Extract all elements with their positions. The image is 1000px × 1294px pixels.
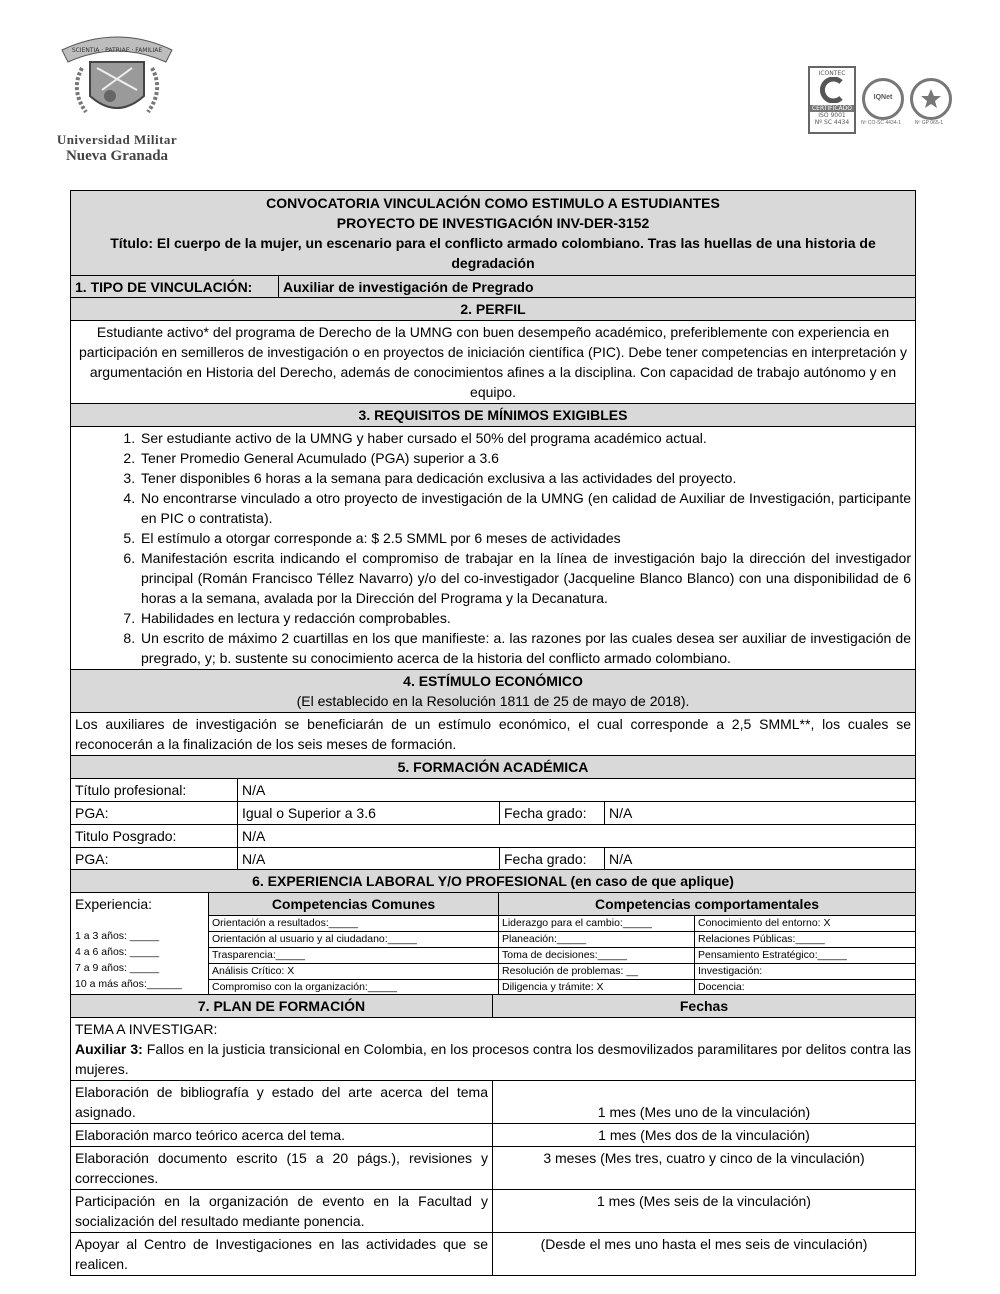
- cert-number-1: Nº SC 4434: [814, 119, 850, 126]
- titulo-posgrado-value: N/A: [238, 824, 916, 847]
- requisito-item: 8. Un escrito de máximo 2 cuartillas en los que manifieste: a. las razones por las cuales desea ser auxiliar de investigación de pregrado, y; b. sustente su conocimiento acerca de la historia del conflicto armado colombiano.: [139, 628, 911, 668]
- vinculacion-label: 1. TIPO DE VINCULACIÓN:: [71, 275, 279, 298]
- vinculacion-value: Auxiliar de investigación de Pregrado: [279, 275, 916, 298]
- competencia-comportamental: Docencia:: [695, 979, 916, 995]
- tema-cell: [71, 1018, 916, 1081]
- plan-date: (Desde el mes uno hasta el mes seis de vinculación): [493, 1233, 916, 1276]
- estimulo-subheading: (El establecido en la Resolución 1811 de 25 de mayo de 2018).: [296, 693, 690, 709]
- vinculacion-table: [70, 275, 916, 299]
- pga1-value: Igual o Superior a 3.6: [238, 801, 500, 824]
- logo-motto: SCIENTIA · PATRIAE · FAMILIAE: [71, 47, 163, 54]
- titulo-profesional-label: Título profesional:: [71, 778, 238, 801]
- auxiliar-tema: [75, 1039, 911, 1079]
- estimulo-heading: 4. ESTÍMULO ECONÓMICO: [403, 673, 583, 689]
- cert-number-3: Nº GP 065-1: [914, 120, 944, 126]
- pga2-label: PGA:: [71, 847, 238, 870]
- auxiliar-label: Auxiliar 3:: [75, 1041, 143, 1057]
- competencia-comportamental: Diligencia y trámite: X: [499, 979, 695, 995]
- requisitos-list: [75, 428, 911, 668]
- plan-date: 3 meses (Mes tres, cuatro y cinco de la vinculación): [493, 1147, 916, 1190]
- pga1-label: PGA:: [71, 801, 238, 824]
- requisito-item: 7. Habilidades en lectura y redacción comprobables.: [139, 608, 911, 628]
- university-crest-icon: [52, 28, 182, 126]
- experiencia-table: [70, 892, 916, 996]
- page-header: [0, 0, 1000, 185]
- range-10-plus: 10 a más años:______: [75, 977, 182, 990]
- competencia-comportamental: Conocimiento del entorno: X: [695, 915, 916, 931]
- competencia-comportamental: Liderazgo para el cambio:_____: [499, 915, 695, 931]
- iqnet-label: IQNet: [873, 94, 893, 101]
- icontec-icon: [817, 77, 847, 103]
- requisito-item: 2. Tener Promedio General Acumulado (PGA) superior a 3.6: [139, 448, 911, 468]
- pga2-value: N/A: [238, 847, 500, 870]
- certification-logos: [808, 66, 958, 136]
- title-block: [71, 191, 916, 276]
- requisitos-heading: 3. REQUISITOS DE MÍNIMOS EXIGIBLES: [71, 404, 916, 427]
- plan-activity: Elaboración marco teórico acerca del tema.: [71, 1124, 493, 1147]
- competencia-comun: Análisis Crítico: X: [209, 963, 499, 979]
- estimulo-heading-cell: [71, 670, 916, 713]
- title-line-1: CONVOCATORIA VINCULACIÓN COMO ESTIMULO A ESTUDIANTES: [266, 195, 720, 211]
- requisito-item: 5. El estímulo a otorgar corresponde a: $ 2.5 SMML por 6 meses de actividades: [139, 528, 911, 548]
- icontec-certificate: [808, 66, 856, 134]
- university-name-line2: Nueva Granada: [65, 148, 169, 164]
- title-table: [70, 190, 916, 276]
- title-line-3: Título: El cuerpo de la mujer, un escenario para el conflicto armado colombiano. Tras las huellas de una historia de degradación: [110, 235, 876, 271]
- iqnet-certificate: [862, 78, 904, 120]
- experiencia-cell: [71, 892, 209, 995]
- certificado-label: CERTIFICADO: [811, 105, 852, 112]
- seal-icon: [919, 87, 943, 111]
- experiencia-heading-table: [70, 869, 916, 893]
- range-4-6: 4 a 6 años: _____: [75, 945, 160, 958]
- range-1-3: 1 a 3 años: _____: [75, 929, 160, 942]
- competencia-comportamental: Resolución de problemas: __: [499, 963, 695, 979]
- icontec-label: ICONTEC: [818, 70, 846, 77]
- plan-date: 1 mes (Mes uno de la vinculación): [493, 1081, 916, 1124]
- requisito-item: 4. No encontrarse vinculado a otro proyecto de investigación de la UMNG (en calidad de Auxiliar de Investigación, participante en PIC o contratista).: [139, 488, 911, 528]
- range-7-9: 7 a 9 años: _____: [75, 961, 160, 974]
- plan-activity: Participación en la organización de evento en la Facultad y socialización del resultado mediante ponencia.: [71, 1190, 493, 1233]
- plan-activity: Elaboración documento escrito (15 a 20 págs.), revisiones y correcciones.: [71, 1147, 493, 1190]
- competencias-comunes-heading: Competencias Comunes: [209, 892, 499, 915]
- plan-date: 1 mes (Mes dos de la vinculación): [493, 1124, 916, 1147]
- requisito-item: 1. Ser estudiante activo de la UMNG y haber cursado el 50% del programa académico actual.: [139, 428, 911, 448]
- competencia-comun: Orientación al usuario y al ciudadano:_____: [209, 931, 499, 947]
- estimulo-text: Los auxiliares de investigación se beneficiarán de un estímulo económico, el cual corresponde a 2,5 SMML**, los cuales se reconocerán a la finalización de los seis meses de formación.: [71, 713, 916, 756]
- auxiliar-text: Fallos en la justicia transicional en Colombia, en los procesos contra los desmovilizados paramilitares por delitos contra las mujeres.: [75, 1041, 911, 1077]
- plan-date: 1 mes (Mes seis de la vinculación): [493, 1190, 916, 1233]
- competencia-comportamental: Relaciones Públicas:_____: [695, 931, 916, 947]
- plan-heading: 7. PLAN DE FORMACIÓN: [71, 995, 493, 1018]
- tema-label: TEMA A INVESTIGAR:: [75, 1021, 218, 1037]
- fecha1-label: Fecha grado:: [500, 801, 605, 824]
- competencia-comun: Orientación a resultados:_____: [209, 915, 499, 931]
- titulo-profesional-value: N/A: [238, 778, 916, 801]
- quality-seal: [910, 78, 952, 120]
- experiencia-heading: 6. EXPERIENCIA LABORAL Y/O PROFESIONAL (en caso de que aplique): [71, 870, 916, 893]
- competencia-comportamental: Pensamiento Estratégico:_____: [695, 947, 916, 963]
- requisito-item: 6. Manifestación escrita indicando el compromiso de trabajar en la línea de investigación bajo la dirección del investigador principal (Román Francisco Téllez Navarro) y/o del co-investigador (Jacqueline Blanco Blanco) con una disponibilidad de 6 horas a la semana, avalada por la Dirección del Programa y la Decanatura.: [139, 548, 911, 608]
- perfil-text: Estudiante activo* del programa de Derecho de la UMNG con buen desempeño académico, preferiblemente con experiencia en participación en semilleros de investigación o en proyectos de iniciación científica (PIC). Debe tener competencias en interpretación y argumentación en Historia del Derecho, además de conocimientos afines a la disciplina. Con capacidad de trabajo autónomo y en equipo.: [71, 321, 916, 404]
- university-logo: [52, 28, 182, 168]
- competencia-comportamental: Planeación:_____: [499, 931, 695, 947]
- cert-number-2: Nº CO-SC 4434-1: [861, 120, 901, 126]
- experiencia-ranges: [75, 928, 204, 992]
- fecha1-value: N/A: [605, 801, 916, 824]
- plan-activity: Elaboración de bibliografía y estado del arte acerca del tema asignado.: [71, 1081, 493, 1124]
- fechas-heading: Fechas: [493, 995, 916, 1018]
- title-line-2: PROYECTO DE INVESTIGACIÓN INV-DER-3152: [336, 215, 650, 231]
- requisitos-list-cell: [71, 427, 916, 670]
- fecha2-value: N/A: [605, 847, 916, 870]
- formacion-table: [70, 778, 916, 871]
- university-name-line1: Universidad Militar: [56, 132, 178, 147]
- perfil-heading: 2. PERFIL: [71, 298, 916, 321]
- competencia-comun: Trasparencia:_____: [209, 947, 499, 963]
- perfil-table: [70, 297, 916, 779]
- convocatoria-document: [70, 190, 916, 1276]
- experiencia-label: Experiencia:: [75, 895, 153, 912]
- iso-label: ISO 9001: [818, 112, 846, 119]
- competencia-comportamental: Investigación:: [695, 963, 916, 979]
- plan-activity: Apoyar al Centro de Investigaciones en las actividades que se realicen.: [71, 1233, 493, 1276]
- competencia-comportamental: Toma de decisiones:_____: [499, 947, 695, 963]
- competencia-comun: Compromiso con la organización:_____: [209, 979, 499, 995]
- competencias-comportamentales-heading: Competencias comportamentales: [499, 892, 916, 915]
- formacion-heading: 5. FORMACIÓN ACADÉMICA: [71, 756, 916, 779]
- fecha2-label: Fecha grado:: [500, 847, 605, 870]
- requisito-item: 3. Tener disponibles 6 horas a la semana para dedicación exclusiva a las actividades del proyecto.: [139, 468, 911, 488]
- titulo-posgrado-label: Titulo Posgrado:: [71, 824, 238, 847]
- plan-table: [70, 994, 916, 1276]
